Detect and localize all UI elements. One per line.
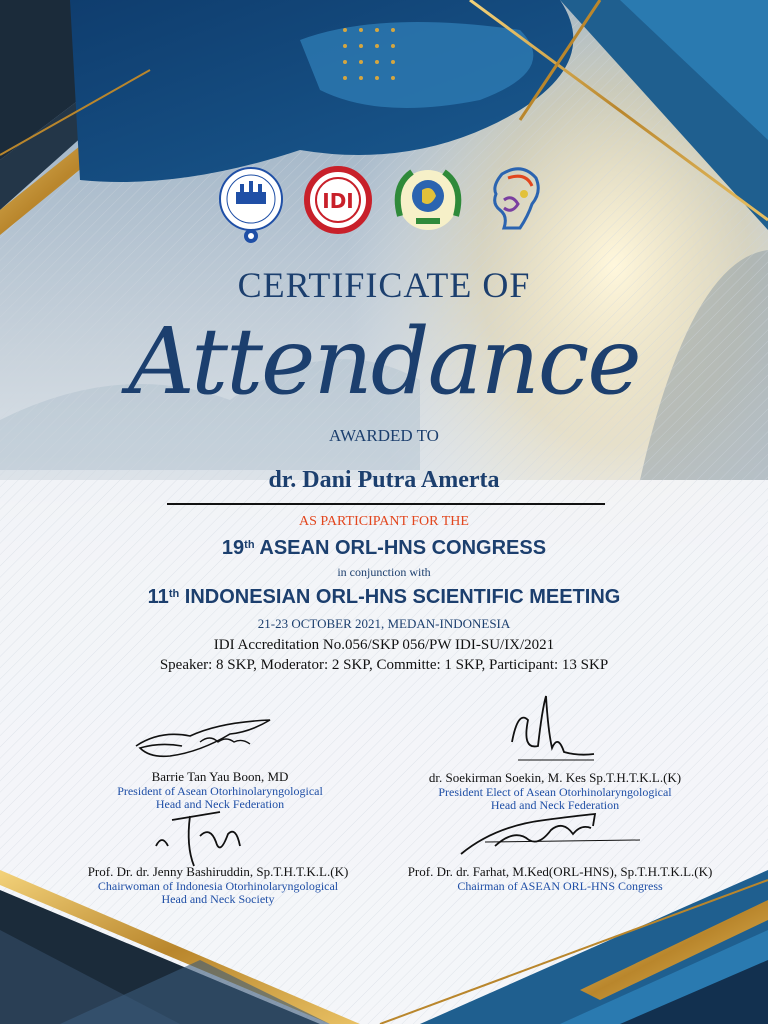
signatory-role: Chairwoman of Indonesia Otorhinolaryngological — [97, 879, 339, 893]
signatory-2 — [390, 770, 720, 812]
congress-title — [0, 537, 768, 560]
signatory-role: Head and Neck Federation — [155, 797, 285, 811]
skp-credits: Speaker: 8 SKP, Moderator: 2 SKP, Committe: 1 SKP, Participant: 13 SKP — [159, 657, 609, 673]
signature-4 — [455, 806, 645, 866]
meeting-number: 11 — [147, 586, 169, 608]
certificate-title: CERTIFICATE OF — [237, 265, 531, 305]
accreditation-number: IDI Accreditation No.056/SKP 056/PW IDI-SU/IX/2021 — [213, 637, 555, 653]
recipient-name: dr. Dani Putra Amerta — [268, 467, 500, 493]
signature-2 — [498, 690, 598, 770]
conjunction-label: in conjunction with — [337, 565, 431, 579]
event-date-place: 21-23 OCTOBER 2021, MEDAN-INDONESIA — [257, 616, 511, 631]
signatory-role: President Elect of Asean Otorhinolaryngological — [438, 785, 672, 799]
meeting-name: INDONESIAN ORL-HNS SCIENTIFIC MEETING — [184, 586, 621, 608]
asean-orl-hns-logo — [218, 166, 284, 244]
signatory-name: Barrie Tan Yau Boon, MD — [151, 769, 289, 784]
signature-1 — [130, 712, 280, 768]
signatory-name: dr. Soekirman Soekin, M. Kes Sp.T.H.T.K.L.(K) — [428, 770, 682, 785]
ent-head-logo — [482, 164, 548, 236]
certificate-subtitle: Attendance — [128, 308, 640, 415]
awarded-to-label: AWARDED TO — [329, 426, 439, 445]
recipient-underline — [167, 503, 605, 505]
signatory-1 — [60, 769, 380, 811]
signature-3 — [150, 806, 270, 868]
perhati-kl-logo — [392, 166, 464, 234]
idi-logo-text: IDI — [322, 189, 354, 213]
signatory-role: Chairman of ASEAN ORL-HNS Congress — [457, 879, 663, 893]
congress-suffix: th — [244, 539, 255, 551]
signatory-role: Head and Neck Federation — [490, 798, 620, 812]
signatory-name: Prof. Dr. dr. Farhat, M.Ked(ORL-HNS), Sp.T.H.T.K.L.(K) — [407, 864, 713, 879]
signatory-role: Head and Neck Society — [161, 892, 275, 906]
signatory-4 — [380, 864, 740, 893]
congress-name: ASEAN ORL-HNS CONGRESS — [259, 537, 547, 559]
signatory-3 — [48, 864, 388, 906]
participant-label: AS PARTICIPANT FOR THE — [299, 514, 469, 529]
meeting-title — [0, 586, 768, 609]
idi-logo — [302, 166, 374, 234]
congress-number: 19 — [221, 537, 245, 559]
meeting-suffix: th — [168, 588, 180, 600]
signatory-role: President of Asean Otorhinolaryngological — [117, 784, 323, 798]
signatory-name: Prof. Dr. dr. Jenny Bashiruddin, Sp.T.H.T.K.L.(K) — [87, 864, 349, 879]
